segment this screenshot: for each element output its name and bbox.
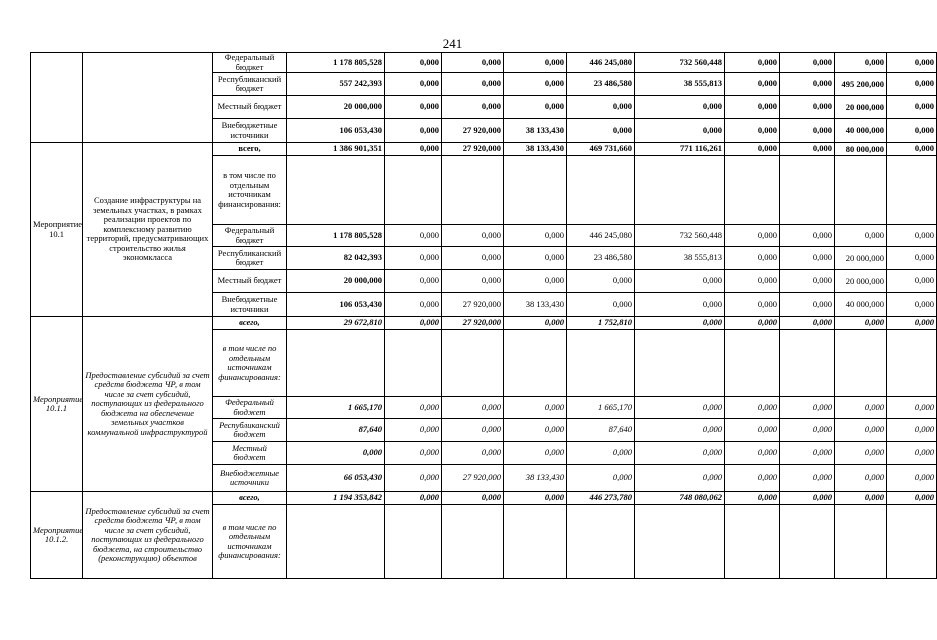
value-cell: 0,000 xyxy=(887,143,937,156)
value-cell: 0,000 xyxy=(725,53,780,73)
funding-source: Внебюджетные источники xyxy=(213,293,287,317)
value-cell: 0,000 xyxy=(504,419,567,442)
empty-cell xyxy=(635,156,725,225)
funding-source: Федеральный бюджет xyxy=(213,397,287,419)
empty-cell xyxy=(442,505,504,579)
value-cell: 0,000 xyxy=(725,397,780,419)
value-cell: 0,000 xyxy=(635,317,725,330)
empty-cell xyxy=(567,505,635,579)
value-cell: 0,000 xyxy=(635,419,725,442)
value-cell: 0,000 xyxy=(442,73,504,96)
value-cell: 27 920,000 xyxy=(442,143,504,156)
value-cell: 0,000 xyxy=(442,247,504,270)
empty-cell xyxy=(835,330,887,397)
value-cell: 0,000 xyxy=(635,397,725,419)
value-cell: 0,000 xyxy=(635,96,725,119)
funding-subheader: в том числе по отдельным источникам финансирования: xyxy=(213,156,287,225)
value-cell: 0,000 xyxy=(442,492,504,505)
value-cell: 0,000 xyxy=(635,293,725,317)
value-cell: 0,000 xyxy=(725,119,780,143)
row-total: 1 386 901,351 xyxy=(287,143,385,156)
value-cell: 0,000 xyxy=(385,397,442,419)
empty-cell xyxy=(567,156,635,225)
row-total: 106 053,430 xyxy=(287,293,385,317)
value-cell: 20 000,000 xyxy=(835,247,887,270)
value-cell: 23 486,580 xyxy=(567,247,635,270)
value-cell: 495 200,000 xyxy=(835,73,887,96)
table-row xyxy=(31,143,937,156)
value-cell: 0,000 xyxy=(635,270,725,293)
value-cell: 0,000 xyxy=(385,317,442,330)
value-cell: 0,000 xyxy=(887,492,937,505)
empty-cell xyxy=(725,156,780,225)
value-cell: 0,000 xyxy=(725,225,780,247)
value-cell: 0,000 xyxy=(887,270,937,293)
value-cell: 0,000 xyxy=(887,247,937,270)
value-cell: 38 555,813 xyxy=(635,247,725,270)
value-cell: 0,000 xyxy=(887,397,937,419)
value-cell: 0,000 xyxy=(780,53,835,73)
row-total: 1 178 805,528 xyxy=(287,53,385,73)
empty-cell xyxy=(780,505,835,579)
funding-source: Внебюджетные источники xyxy=(213,465,287,492)
funding-source: всего, xyxy=(213,143,287,156)
value-cell: 0,000 xyxy=(504,270,567,293)
value-cell: 0,000 xyxy=(780,317,835,330)
value-cell: 0,000 xyxy=(835,442,887,465)
value-cell: 87,640 xyxy=(567,419,635,442)
value-cell: 446 273,780 xyxy=(567,492,635,505)
value-cell: 732 560,448 xyxy=(635,225,725,247)
row-total: 1 178 805,528 xyxy=(287,225,385,247)
value-cell: 0,000 xyxy=(442,397,504,419)
empty-cell xyxy=(287,505,385,579)
value-cell: 0,000 xyxy=(385,96,442,119)
value-cell: 0,000 xyxy=(725,96,780,119)
empty-cell xyxy=(780,156,835,225)
row-total: 82 042,393 xyxy=(287,247,385,270)
value-cell: 0,000 xyxy=(887,225,937,247)
value-cell: 0,000 xyxy=(725,317,780,330)
value-cell: 80 000,000 xyxy=(835,143,887,156)
value-cell: 0,000 xyxy=(780,247,835,270)
empty-cell xyxy=(887,156,937,225)
funding-source: Республиканский бюджет xyxy=(213,73,287,96)
value-cell: 0,000 xyxy=(442,225,504,247)
row-total: 29 672,810 xyxy=(287,317,385,330)
value-cell: 0,000 xyxy=(385,247,442,270)
value-cell: 0,000 xyxy=(835,492,887,505)
value-cell: 0,000 xyxy=(442,270,504,293)
value-cell: 0,000 xyxy=(780,465,835,492)
empty-cell xyxy=(504,330,567,397)
funding-source: Местный бюджет xyxy=(213,442,287,465)
value-cell: 0,000 xyxy=(887,419,937,442)
value-cell: 0,000 xyxy=(504,442,567,465)
value-cell: 0,000 xyxy=(725,442,780,465)
value-cell: 40 000,000 xyxy=(835,293,887,317)
value-cell: 0,000 xyxy=(780,442,835,465)
value-cell: 0,000 xyxy=(725,465,780,492)
funding-source: всего, xyxy=(213,492,287,505)
value-cell: 0,000 xyxy=(725,247,780,270)
funding-source: Федеральный бюджет xyxy=(213,225,287,247)
value-cell: 27 920,000 xyxy=(442,317,504,330)
value-cell: 0,000 xyxy=(442,419,504,442)
value-cell: 0,000 xyxy=(635,442,725,465)
value-cell: 0,000 xyxy=(780,225,835,247)
value-cell: 0,000 xyxy=(780,270,835,293)
empty-cell xyxy=(887,505,937,579)
value-cell: 0,000 xyxy=(835,419,887,442)
value-cell: 0,000 xyxy=(780,143,835,156)
row-total: 106 053,430 xyxy=(287,119,385,143)
empty-cell xyxy=(887,330,937,397)
value-cell: 732 560,448 xyxy=(635,53,725,73)
row-total: 87,640 xyxy=(287,419,385,442)
empty-cell xyxy=(287,156,385,225)
value-cell: 0,000 xyxy=(780,419,835,442)
value-cell: 0,000 xyxy=(780,73,835,96)
value-cell: 0,000 xyxy=(725,492,780,505)
value-cell: 0,000 xyxy=(385,492,442,505)
value-cell: 446 245,080 xyxy=(567,225,635,247)
value-cell: 748 080,062 xyxy=(635,492,725,505)
empty-cell xyxy=(385,156,442,225)
funding-source: Федеральный бюджет xyxy=(213,53,287,73)
event-label: Мероприятие 10.1 xyxy=(31,143,83,317)
event-description: Создание инфраструктуры на земельных участках, в рамках реализации проектов по комплексному развитию территорий, предусматривающих строительство жилья экономкласса xyxy=(83,143,213,317)
table-row xyxy=(31,317,937,330)
event-label xyxy=(31,53,83,143)
value-cell: 1 665,170 xyxy=(567,397,635,419)
value-cell: 0,000 xyxy=(385,119,442,143)
value-cell: 0,000 xyxy=(504,397,567,419)
funding-source: Республиканский бюджет xyxy=(213,247,287,270)
value-cell: 0,000 xyxy=(385,442,442,465)
value-cell: 0,000 xyxy=(887,317,937,330)
value-cell: 0,000 xyxy=(385,53,442,73)
page-number: 241 xyxy=(442,36,463,51)
value-cell: 38 555,813 xyxy=(635,73,725,96)
value-cell: 0,000 xyxy=(385,465,442,492)
funding-source: Внебюджетные источники xyxy=(213,119,287,143)
value-cell: 0,000 xyxy=(780,492,835,505)
value-cell: 0,000 xyxy=(835,225,887,247)
value-cell: 0,000 xyxy=(725,419,780,442)
funding-subheader: в том числе по отдельным источникам финансирования: xyxy=(213,505,287,579)
value-cell: 38 133,430 xyxy=(504,119,567,143)
value-cell: 0,000 xyxy=(887,442,937,465)
value-cell: 0,000 xyxy=(835,53,887,73)
value-cell: 0,000 xyxy=(725,143,780,156)
event-description: Предоставление субсидий за счет средств бюджета ЧР, в том числе за счет субсидий, поступающих из федерального бюджета на обеспечение земельных участков коммунальной инфраструктурой xyxy=(83,317,213,492)
value-cell: 446 245,080 xyxy=(567,53,635,73)
value-cell: 0,000 xyxy=(385,270,442,293)
value-cell: 0,000 xyxy=(385,143,442,156)
value-cell: 0,000 xyxy=(887,53,937,73)
value-cell: 0,000 xyxy=(504,492,567,505)
empty-cell xyxy=(725,505,780,579)
value-cell: 0,000 xyxy=(504,53,567,73)
empty-cell xyxy=(835,156,887,225)
funding-source: Местный бюджет xyxy=(213,96,287,119)
empty-cell xyxy=(287,330,385,397)
row-total: 20 000,000 xyxy=(287,270,385,293)
event-description: Предоставление субсидий за счет средств бюджета ЧР, в том числе за счет субсидий, поступающих из федерального бюджета, на строительство (реконструкцию) объектов xyxy=(83,492,213,579)
value-cell: 469 731,660 xyxy=(567,143,635,156)
funding-source: всего, xyxy=(213,317,287,330)
funding-subheader: в том числе по отдельным источникам финансирования: xyxy=(213,330,287,397)
value-cell: 771 116,261 xyxy=(635,143,725,156)
value-cell: 0,000 xyxy=(780,293,835,317)
value-cell: 0,000 xyxy=(442,53,504,73)
table-row xyxy=(31,492,937,505)
value-cell: 27 920,000 xyxy=(442,465,504,492)
value-cell: 0,000 xyxy=(725,73,780,96)
value-cell: 0,000 xyxy=(725,270,780,293)
value-cell: 38 133,430 xyxy=(504,465,567,492)
value-cell: 0,000 xyxy=(385,293,442,317)
value-cell: 20 000,000 xyxy=(835,96,887,119)
funding-source: Местный бюджет xyxy=(213,270,287,293)
value-cell: 0,000 xyxy=(567,96,635,119)
value-cell: 0,000 xyxy=(385,419,442,442)
value-cell: 0,000 xyxy=(504,96,567,119)
empty-cell xyxy=(835,505,887,579)
empty-cell xyxy=(635,505,725,579)
empty-cell xyxy=(635,330,725,397)
value-cell: 27 920,000 xyxy=(442,293,504,317)
row-total: 0,000 xyxy=(287,442,385,465)
budget-table xyxy=(30,52,937,579)
value-cell: 38 133,430 xyxy=(504,293,567,317)
value-cell: 0,000 xyxy=(887,293,937,317)
value-cell: 0,000 xyxy=(780,96,835,119)
value-cell: 0,000 xyxy=(442,442,504,465)
value-cell: 1 752,810 xyxy=(567,317,635,330)
empty-cell xyxy=(780,330,835,397)
value-cell: 0,000 xyxy=(567,442,635,465)
value-cell: 23 486,580 xyxy=(567,73,635,96)
value-cell: 0,000 xyxy=(567,119,635,143)
value-cell: 0,000 xyxy=(504,247,567,270)
table-row xyxy=(31,53,937,73)
value-cell: 0,000 xyxy=(635,119,725,143)
value-cell: 0,000 xyxy=(887,96,937,119)
event-label: Мероприятие 10.1.2. xyxy=(31,492,83,579)
empty-cell xyxy=(504,156,567,225)
value-cell: 0,000 xyxy=(567,465,635,492)
value-cell: 0,000 xyxy=(835,317,887,330)
event-description xyxy=(83,53,213,143)
row-total: 1 194 353,842 xyxy=(287,492,385,505)
row-total: 557 242,393 xyxy=(287,73,385,96)
empty-cell xyxy=(725,330,780,397)
value-cell: 0,000 xyxy=(504,317,567,330)
value-cell: 0,000 xyxy=(887,465,937,492)
value-cell: 0,000 xyxy=(504,225,567,247)
row-total: 20 000,000 xyxy=(287,96,385,119)
value-cell: 0,000 xyxy=(835,397,887,419)
value-cell: 0,000 xyxy=(385,73,442,96)
value-cell: 0,000 xyxy=(567,293,635,317)
value-cell: 0,000 xyxy=(887,73,937,96)
value-cell: 0,000 xyxy=(385,225,442,247)
value-cell: 0,000 xyxy=(635,465,725,492)
value-cell: 0,000 xyxy=(442,96,504,119)
value-cell: 0,000 xyxy=(725,293,780,317)
empty-cell xyxy=(504,505,567,579)
value-cell: 0,000 xyxy=(504,73,567,96)
value-cell: 38 133,430 xyxy=(504,143,567,156)
funding-source: Республиканский бюджет xyxy=(213,419,287,442)
empty-cell xyxy=(385,330,442,397)
event-label: Мероприятие 10.1.1 xyxy=(31,317,83,492)
value-cell: 0,000 xyxy=(780,119,835,143)
empty-cell xyxy=(567,330,635,397)
value-cell: 0,000 xyxy=(780,397,835,419)
value-cell: 40 000,000 xyxy=(835,119,887,143)
row-total: 66 053,430 xyxy=(287,465,385,492)
value-cell: 20 000,000 xyxy=(835,270,887,293)
value-cell: 27 920,000 xyxy=(442,119,504,143)
empty-cell xyxy=(442,156,504,225)
value-cell: 0,000 xyxy=(835,465,887,492)
empty-cell xyxy=(442,330,504,397)
value-cell: 0,000 xyxy=(887,119,937,143)
empty-cell xyxy=(385,505,442,579)
value-cell: 0,000 xyxy=(567,270,635,293)
row-total: 1 665,170 xyxy=(287,397,385,419)
